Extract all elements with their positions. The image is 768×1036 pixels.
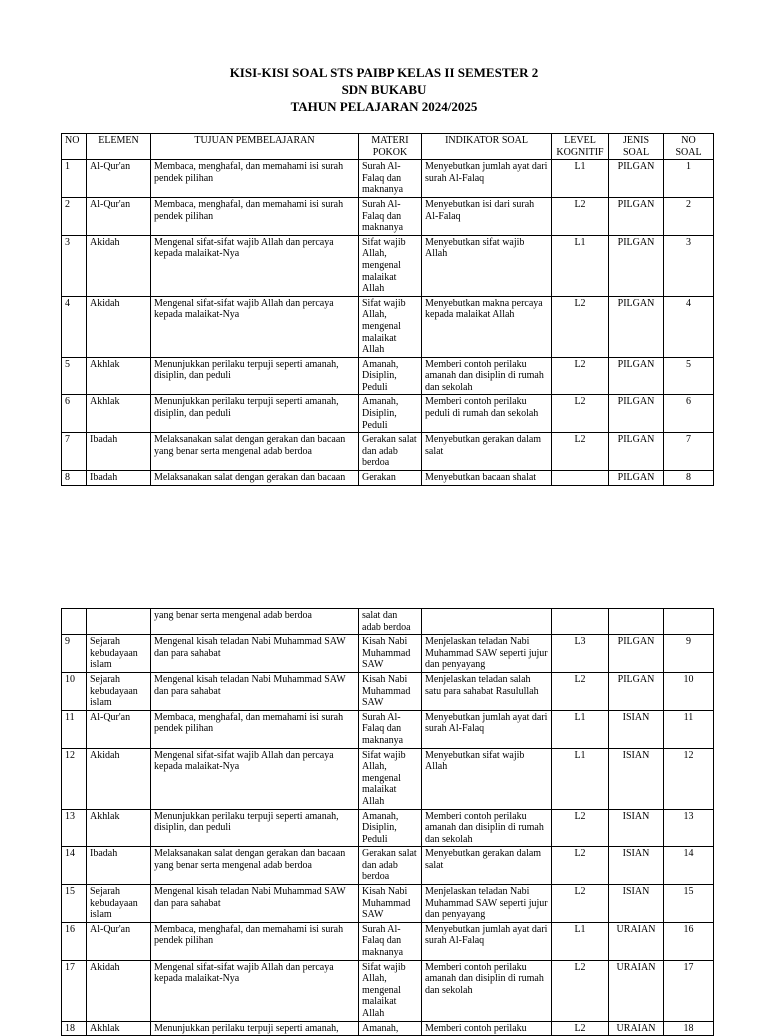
- cell-jenis: PILGAN: [609, 197, 664, 235]
- table-row: [62, 922, 714, 960]
- cell-jenis: URAIAN: [609, 1021, 664, 1036]
- cell-materi: Amanah,: [359, 1021, 422, 1036]
- cell-tujuan: Mengenal kisah teladan Nabi Muhammad SAW dan para sahabat: [151, 635, 359, 673]
- cell-jenis: ISIAN: [609, 847, 664, 885]
- table-row: [62, 809, 714, 847]
- cell-tujuan: Mengenal sifat-sifat wajib Allah dan percaya kepada malaikat-Nya: [151, 960, 359, 1021]
- cell-indikator: Menyebutkan gerakan dalam salat: [422, 847, 552, 885]
- cell-no: 9: [62, 635, 87, 673]
- cell-indikator: Menyebutkan jumlah ayat dari surah Al-Falaq: [422, 160, 552, 198]
- cell-level: L2: [552, 1021, 609, 1036]
- cell-elemen: Al-Qur'an: [87, 710, 151, 748]
- cell-elemen: Sejarah kebudayaan islam: [87, 885, 151, 923]
- cell-indikator: Menjelaskan teladan Nabi Muhammad SAW seperti jujur dan penyayang: [422, 885, 552, 923]
- cell-indikator: Menyebutkan sifat wajib Allah: [422, 748, 552, 809]
- table-row: [62, 609, 714, 635]
- table-row: [62, 395, 714, 433]
- cell-level: L2: [552, 809, 609, 847]
- cell-elemen: Akhlak: [87, 395, 151, 433]
- cell-materi: Sifat wajib Allah, mengenal malaikat Allah: [359, 960, 422, 1021]
- cell-jenis: PILGAN: [609, 433, 664, 471]
- cell-tujuan: Menunjukkan perilaku terpuji seperti amanah, disiplin, dan peduli: [151, 395, 359, 433]
- cell-indikator: Menyebutkan jumlah ayat dari surah Al-Falaq: [422, 710, 552, 748]
- cell-jenis: PILGAN: [609, 635, 664, 673]
- cell-nosoal: 3: [664, 235, 714, 296]
- cell-no: [62, 609, 87, 635]
- col-header-no: NO: [62, 134, 87, 160]
- cell-level: L2: [552, 847, 609, 885]
- cell-tujuan: Mengenal kisah teladan Nabi Muhammad SAW dan para sahabat: [151, 885, 359, 923]
- table-row: [62, 197, 714, 235]
- cell-nosoal: 15: [664, 885, 714, 923]
- cell-no: 17: [62, 960, 87, 1021]
- table-row: [62, 748, 714, 809]
- cell-materi: Amanah, Disiplin, Peduli: [359, 357, 422, 395]
- cell-no: 12: [62, 748, 87, 809]
- cell-indikator: Menyebutkan makna percaya kepada malaikat Allah: [422, 296, 552, 357]
- col-header-tujuan: TUJUAN PEMBELAJARAN: [151, 134, 359, 160]
- cell-no: 2: [62, 197, 87, 235]
- cell-materi: Kisah Nabi Muhammad SAW: [359, 635, 422, 673]
- cell-indikator: Menyebutkan bacaan shalat: [422, 471, 552, 486]
- cell-materi: Sifat wajib Allah, mengenal malaikat Allah: [359, 235, 422, 296]
- cell-no: 1: [62, 160, 87, 198]
- cell-level: L1: [552, 160, 609, 198]
- cell-tujuan: Membaca, menghafal, dan memahami isi surah pendek pilihan: [151, 922, 359, 960]
- cell-elemen: Akidah: [87, 960, 151, 1021]
- cell-level: L2: [552, 960, 609, 1021]
- cell-no: 16: [62, 922, 87, 960]
- cell-indikator: Memberi contoh perilaku amanah dan disiplin di rumah dan sekolah: [422, 809, 552, 847]
- cell-level: L1: [552, 922, 609, 960]
- cell-materi: Kisah Nabi Muhammad SAW: [359, 672, 422, 710]
- table-row: [62, 1021, 714, 1036]
- cell-level: L3: [552, 635, 609, 673]
- cell-level: [552, 471, 609, 486]
- cell-indikator: Menjelaskan teladan Nabi Muhammad SAW seperti jujur dan penyayang: [422, 635, 552, 673]
- cell-elemen: [87, 609, 151, 635]
- cell-level: L2: [552, 885, 609, 923]
- cell-tujuan: Melaksanakan salat dengan gerakan dan bacaan yang benar serta mengenal adab berdoa: [151, 847, 359, 885]
- cell-indikator: Memberi contoh perilaku: [422, 1021, 552, 1036]
- cell-materi: Amanah, Disiplin, Peduli: [359, 395, 422, 433]
- cell-no: 14: [62, 847, 87, 885]
- table-row: [62, 160, 714, 198]
- cell-elemen: Ibadah: [87, 433, 151, 471]
- col-header-indikator: INDIKATOR SOAL: [422, 134, 552, 160]
- cell-jenis: PILGAN: [609, 235, 664, 296]
- cell-tujuan: Melaksanakan salat dengan gerakan dan bacaan yang benar serta mengenal adab berdoa: [151, 433, 359, 471]
- cell-nosoal: 4: [664, 296, 714, 357]
- cell-jenis: PILGAN: [609, 160, 664, 198]
- cell-materi: Kisah Nabi Muhammad SAW: [359, 885, 422, 923]
- cell-materi: Gerakan salat dan adab berdoa: [359, 433, 422, 471]
- cell-jenis: [609, 609, 664, 635]
- col-header-level: LEVEL KOGNITIF: [552, 134, 609, 160]
- cell-level: L2: [552, 357, 609, 395]
- cell-tujuan: Menunjukkan perilaku terpuji seperti amanah,: [151, 1021, 359, 1036]
- cell-no: 8: [62, 471, 87, 486]
- cell-elemen: Ibadah: [87, 847, 151, 885]
- cell-elemen: Akhlak: [87, 809, 151, 847]
- cell-jenis: ISIAN: [609, 809, 664, 847]
- cell-level: L1: [552, 748, 609, 809]
- cell-nosoal: [664, 609, 714, 635]
- cell-nosoal: 12: [664, 748, 714, 809]
- school-name: SDN BUKABU: [341, 82, 427, 97]
- cell-nosoal: 9: [664, 635, 714, 673]
- academic-year: TAHUN PELAJARAN 2024/2025: [290, 99, 478, 114]
- cell-materi: Amanah, Disiplin, Peduli: [359, 809, 422, 847]
- table-row: [62, 885, 714, 923]
- cell-no: 5: [62, 357, 87, 395]
- cell-indikator: Menjelaskan teladan salah satu para sahabat Rasulullah: [422, 672, 552, 710]
- cell-level: L2: [552, 296, 609, 357]
- cell-no: 6: [62, 395, 87, 433]
- cell-level: L2: [552, 672, 609, 710]
- cell-elemen: Al-Qur'an: [87, 922, 151, 960]
- cell-materi: Gerakan salat dan adab berdoa: [359, 847, 422, 885]
- cell-tujuan: Membaca, menghafal, dan memahami isi surah pendek pilihan: [151, 160, 359, 198]
- cell-nosoal: 17: [664, 960, 714, 1021]
- cell-tujuan: Mengenal sifat-sifat wajib Allah dan percaya kepada malaikat-Nya: [151, 748, 359, 809]
- cell-level: L1: [552, 235, 609, 296]
- kisi-table-page-1: [61, 133, 714, 486]
- cell-tujuan: Mengenal sifat-sifat wajib Allah dan percaya kepada malaikat-Nya: [151, 235, 359, 296]
- cell-no: 7: [62, 433, 87, 471]
- cell-elemen: Ibadah: [87, 471, 151, 486]
- cell-nosoal: 13: [664, 809, 714, 847]
- cell-no: 18: [62, 1021, 87, 1036]
- cell-indikator: Menyebutkan gerakan dalam salat: [422, 433, 552, 471]
- cell-elemen: Al-Qur'an: [87, 197, 151, 235]
- cell-tujuan: Menunjukkan perilaku terpuji seperti amanah, disiplin, dan peduli: [151, 809, 359, 847]
- cell-indikator: Menyebutkan sifat wajib Allah: [422, 235, 552, 296]
- cell-materi: Surah Al-Falaq dan maknanya: [359, 922, 422, 960]
- table-row: [62, 235, 714, 296]
- cell-materi: Surah Al-Falaq dan maknanya: [359, 197, 422, 235]
- cell-nosoal: 1: [664, 160, 714, 198]
- cell-no: 13: [62, 809, 87, 847]
- cell-tujuan: Mengenal sifat-sifat wajib Allah dan percaya kepada malaikat-Nya: [151, 296, 359, 357]
- cell-nosoal: 14: [664, 847, 714, 885]
- page-2-area: [0, 600, 768, 1034]
- cell-elemen: Akidah: [87, 748, 151, 809]
- cell-level: L2: [552, 433, 609, 471]
- cell-nosoal: 6: [664, 395, 714, 433]
- cell-nosoal: 16: [664, 922, 714, 960]
- cell-jenis: PILGAN: [609, 296, 664, 357]
- cell-nosoal: 7: [664, 433, 714, 471]
- cell-materi: Surah Al-Falaq dan maknanya: [359, 710, 422, 748]
- cell-jenis: ISIAN: [609, 748, 664, 809]
- cell-no: 10: [62, 672, 87, 710]
- table-row: [62, 710, 714, 748]
- cell-level: L1: [552, 710, 609, 748]
- cell-jenis: PILGAN: [609, 471, 664, 486]
- cell-indikator: Memberi contoh perilaku amanah dan disiplin di rumah dan sekolah: [422, 960, 552, 1021]
- table-body-page-2: [62, 609, 714, 1036]
- cell-indikator: Menyebutkan jumlah ayat dari surah Al-Falaq: [422, 922, 552, 960]
- cell-no: 11: [62, 710, 87, 748]
- cell-jenis: URAIAN: [609, 922, 664, 960]
- table-row: [62, 672, 714, 710]
- cell-jenis: URAIAN: [609, 960, 664, 1021]
- cell-tujuan: Membaca, menghafal, dan memahami isi surah pendek pilihan: [151, 197, 359, 235]
- cell-tujuan: Membaca, menghafal, dan memahami isi surah pendek pilihan: [151, 710, 359, 748]
- cell-tujuan: Melaksanakan salat dengan gerakan dan bacaan: [151, 471, 359, 486]
- cell-jenis: ISIAN: [609, 710, 664, 748]
- cell-elemen: Al-Qur'an: [87, 160, 151, 198]
- col-header-materi: MATERI POKOK: [359, 134, 422, 160]
- cell-nosoal: 2: [664, 197, 714, 235]
- cell-indikator: Memberi contoh perilaku amanah dan disiplin di rumah dan sekolah: [422, 357, 552, 395]
- cell-level: L2: [552, 197, 609, 235]
- col-header-jenis: JENIS SOAL: [609, 134, 664, 160]
- cell-materi: Surah Al-Falaq dan maknanya: [359, 160, 422, 198]
- cell-jenis: ISIAN: [609, 885, 664, 923]
- table-body-page-1: [62, 160, 714, 485]
- table-row: [62, 296, 714, 357]
- cell-indikator: Memberi contoh perilaku peduli di rumah dan sekolah: [422, 395, 552, 433]
- col-header-nosoal: NO SOAL: [664, 134, 714, 160]
- cell-jenis: PILGAN: [609, 395, 664, 433]
- kisi-table-page-2: [61, 608, 714, 1036]
- page-1-area: [0, 0, 768, 484]
- cell-no: 4: [62, 296, 87, 357]
- cell-jenis: PILGAN: [609, 357, 664, 395]
- table-row: [62, 635, 714, 673]
- cell-tujuan: Menunjukkan perilaku terpuji seperti amanah, disiplin, dan peduli: [151, 357, 359, 395]
- cell-nosoal: 11: [664, 710, 714, 748]
- cell-jenis: PILGAN: [609, 672, 664, 710]
- cell-nosoal: 10: [664, 672, 714, 710]
- cell-nosoal: 18: [664, 1021, 714, 1036]
- table-header-row: [62, 134, 714, 160]
- cell-indikator: [422, 609, 552, 635]
- table-row: [62, 433, 714, 471]
- cell-no: 3: [62, 235, 87, 296]
- cell-nosoal: 5: [664, 357, 714, 395]
- cell-elemen: Sejarah kebudayaan islam: [87, 672, 151, 710]
- cell-tujuan: yang benar serta mengenal adab berdoa: [151, 609, 359, 635]
- col-header-elemen: ELEMEN: [87, 134, 151, 160]
- table-row: [62, 847, 714, 885]
- cell-tujuan: Mengenal kisah teladan Nabi Muhammad SAW dan para sahabat: [151, 672, 359, 710]
- cell-materi: Sifat wajib Allah, mengenal malaikat Allah: [359, 748, 422, 809]
- document-title: KISI-KISI SOAL STS PAIBP KELAS II SEMESTER 2: [229, 65, 539, 80]
- table-row: [62, 960, 714, 1021]
- cell-nosoal: 8: [664, 471, 714, 486]
- cell-level: [552, 609, 609, 635]
- cell-materi: Gerakan: [359, 471, 422, 486]
- cell-elemen: Akidah: [87, 235, 151, 296]
- cell-elemen: Akhlak: [87, 1021, 151, 1036]
- table-row: [62, 471, 714, 486]
- cell-indikator: Menyebutkan isi dari surah Al-Falaq: [422, 197, 552, 235]
- table-row: [62, 357, 714, 395]
- cell-elemen: Akhlak: [87, 357, 151, 395]
- cell-elemen: Sejarah kebudayaan islam: [87, 635, 151, 673]
- cell-materi: Sifat wajib Allah, mengenal malaikat Allah: [359, 296, 422, 357]
- cell-elemen: Akidah: [87, 296, 151, 357]
- cell-level: L2: [552, 395, 609, 433]
- cell-materi: salat dan adab berdoa: [359, 609, 422, 635]
- cell-no: 15: [62, 885, 87, 923]
